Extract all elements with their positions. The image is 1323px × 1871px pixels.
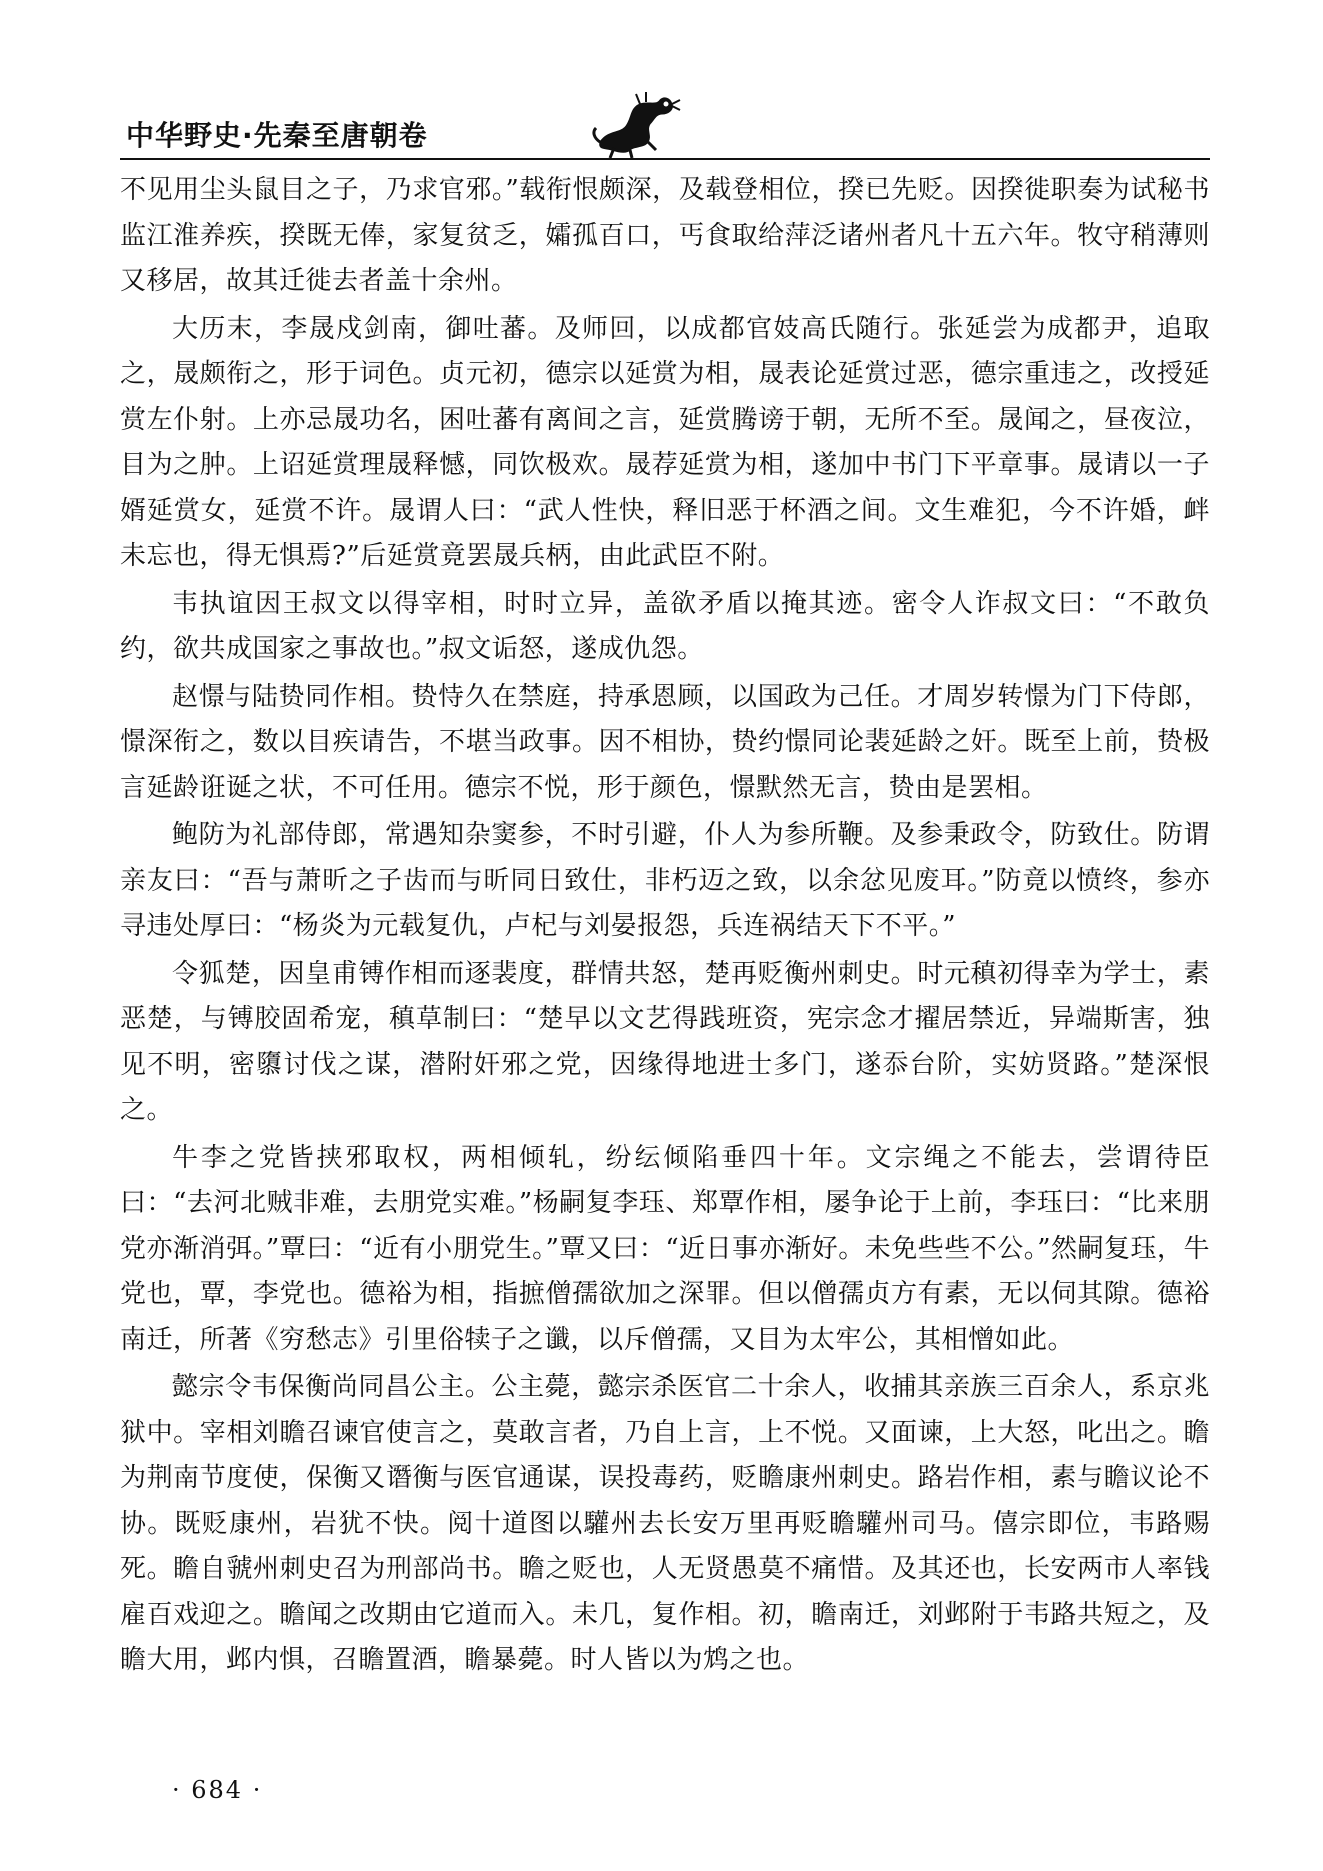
paragraph: 牛李之党皆挟邪取权，两相倾轧，纷纭倾陷垂四十年。文宗绳之不能去，尝谓待臣曰：“去河北贼非难，去朋党实难。”杨嗣复李珏、郑覃作相，屡争论于上前，李珏曰：“比来朋党亦渐消弭。”覃曰：“近有小朋党生。”覃又曰：“近日事亦渐好。未免些些不公。”然嗣复珏，牛党也，覃，李党也。德裕为相，指摭僧孺欲加之深罪。但以僧孺贞方有素，无以伺其隙。德裕南迁，所著《穷愁志》引里俗犊子之谶，以斥僧孺，又目为太牢公，其相憎如此。 bbox=[120, 1142, 1210, 1355]
dragon-emblem-icon bbox=[590, 90, 682, 160]
main-text bbox=[120, 168, 1210, 1684]
header-divider bbox=[120, 158, 1210, 160]
paragraph: 赵憬与陆贽同作相。贽恃久在禁庭，持承恩顾，以国政为己任。才周岁转憬为门下侍郎，憬深衔之，数以目疾请告，不堪当政事。因不相协，贽约憬同论裴延龄之奸。既至上前，贽极言延龄诳诞之状，不可任用。德宗不悦，形于颜色，憬默然无言，贽由是罢相。 bbox=[120, 681, 1210, 803]
running-header-title: 中华野史·先秦至唐朝卷 bbox=[126, 119, 428, 152]
running-header bbox=[120, 104, 1210, 164]
paragraph: 懿宗令韦保衡尚同昌公主。公主薨，懿宗杀医官二十余人，收捕其亲族三百余人，系京兆狱中。宰相刘瞻召谏官使言之，莫敢言者，乃自上言，上不悦。又面谏，上大怒，叱出之。瞻为荆南节度使，保衡又谮衡与医官通谋，误投毒药，贬瞻康州刺史。路岩作相，素与瞻议论不协。既贬康州，岩犹不快。阅十道图以驩州去长安万里再贬瞻驩州司马。僖宗即位，韦路赐死。瞻自虢州刺史召为刑部尚书。瞻之贬也，人无贤愚莫不痛惜。及其还也，长安两市人率钱雇百戏迎之。瞻闻之改期由它道而入。未几，复作相。初，瞻南迁，刘邺附于韦路共短之，及瞻大用，邺内惧，召瞻置酒，瞻暴薨。时人皆以为鸩之也。 bbox=[120, 1372, 1210, 1675]
paragraph: 韦执谊因王叔文以得宰相，时时立异，盖欲矛盾以掩其迹。密令人诈叔文曰：“不敢负约，欲共成国家之事故也。”叔文诟怒，遂成仇怨。 bbox=[120, 588, 1210, 664]
page-number: · 684 · bbox=[172, 1776, 263, 1804]
paragraph: 鲍防为礼部侍郎，常遇知杂窦参，不时引避，仆人为参所鞭。及参秉政令，防致仕。防谓亲友曰：“吾与萧昕之子齿而与昕同日致仕，非朽迈之致，以余忿见废耳。”防竟以愤终，参亦寻违处厚曰：“杨炎为元载复仇，卢杞与刘晏报怨，兵连祸结天下不平。” bbox=[120, 820, 1210, 941]
paragraph: 大历末，李晟戍剑南，御吐蕃。及师回，以成都官妓高氏随行。张延尝为成都尹，追取之，晟颇衔之，形于词色。贞元初，德宗以延赏为相，晟表论延赏过恶，德宗重违之，改授延赏左仆射。上亦忌晟功名，困吐蕃有离间之言，延赏腾谤于朝，无所不至。晟闻之，昼夜泣，目为之肿。上诏延赏理晟释憾，同饮极欢。晟荐延赏为相，遂加中书门下平章事。晟请以一子婿延赏女，延赏不许。晟谓人曰：“武人性快，释旧恶于杯酒之间。文生难犯，今不许婚，衅未忘也，得无惧焉?”后延赏竟罢晟兵柄，由此武臣不附。 bbox=[120, 313, 1210, 571]
paragraph: 令狐楚，因皇甫镈作相而逐裴度，群情共怒，楚再贬衡州刺史。时元稹初得幸为学士，素恶楚，与镈胶固希宠，稹草制曰：“楚早以文艺得践班资，宪宗念才擢居禁近，异端斯害，独见不明，密隳讨伐之谋，潜附奸邪之党，因缘得地进士多门，遂忝台阶，实妨贤路。”楚深恨之。 bbox=[120, 958, 1210, 1125]
paragraph: 不见用尘头鼠目之子，乃求官邪。”载衔恨颇深，及载登相位，揆已先贬。因揆徙职奏为试秘书监江淮养疾，揆既无俸，家复贫乏，孀孤百口，丐食取给萍泛诸州者凡十五六年。牧守稍薄则又移居，故其迁徙去者盖十余州。 bbox=[120, 175, 1210, 296]
